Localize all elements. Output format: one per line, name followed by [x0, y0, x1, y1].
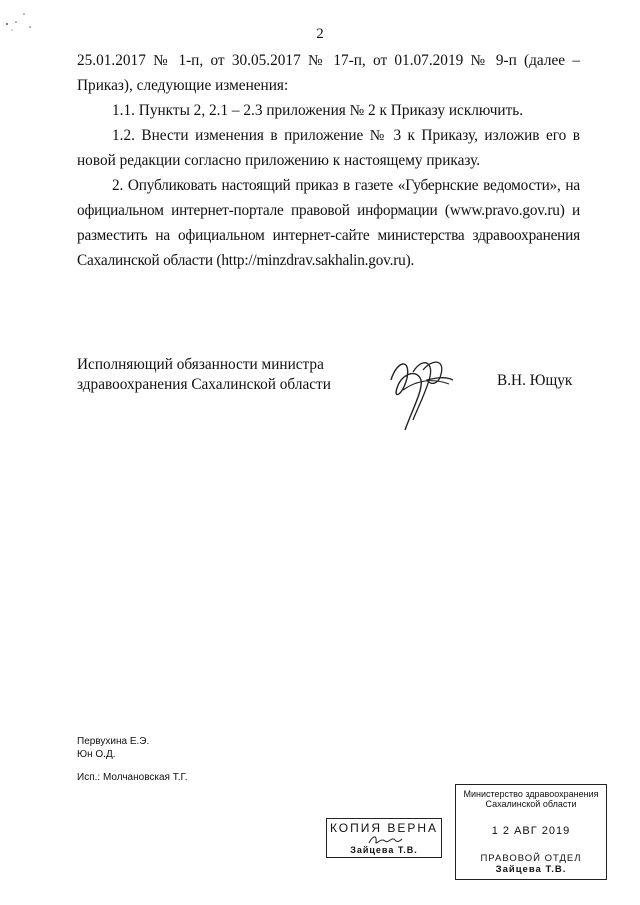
stamp-copy-certified: [326, 818, 442, 858]
signatory-name: В.Н. Ющук: [497, 372, 573, 389]
stamp-ministry: [455, 784, 607, 880]
stamp-ministry-dept-name: ПРАВОВОЙ ОТДЕЛ: [480, 853, 582, 864]
stamp-ministry-org-line1: Министерство здравоохранения: [463, 789, 599, 799]
stamp-ministry-person: Зайцева Т.В.: [495, 864, 567, 875]
signatory-title: [77, 355, 331, 395]
footer-executor: Исп.: Молчановская Т.Г.: [77, 772, 188, 783]
handwritten-signature: [383, 350, 463, 435]
stamp-ministry-org: [456, 789, 606, 809]
stamp-ministry-org-line2: Сахалинской области: [485, 799, 577, 809]
stamp-copy-title: КОПИЯ ВЕРНА: [329, 821, 439, 835]
page-number: 2: [316, 26, 324, 42]
footer-author-2: Юн О.Д.: [77, 749, 116, 760]
paragraph-item-1-2: 1.2. Внести изменения в приложение № 3 к Приказу, изложив его в новой редакции согласно приложению к настоящему приказу.: [77, 127, 580, 169]
footer-authors: [77, 735, 149, 761]
signatory-title-line2: здравоохранения Сахалинской области: [77, 376, 331, 393]
paragraph-item-1-1: 1.1. Пункты 2, 2.1 – 2.3 приложения № 2 к Приказу исключить.: [112, 102, 524, 119]
footer-author-1: Первухина Е.Э.: [77, 736, 150, 747]
stamp-ministry-dept: [456, 853, 606, 875]
paragraph-continuation: 25.01.2017 № 1-п, от 30.05.2017 № 17-п, от 01.07.2019 № 9-п (далее – Приказ), следующие изменения:: [77, 52, 580, 94]
document-body: [77, 48, 580, 273]
stamp-copy-name: Зайцева Т.В.: [350, 845, 418, 855]
signatory-title-line1: Исполняющий обязанности министра: [77, 356, 324, 373]
stamp-ministry-date: 1 2 АВГ 2019: [491, 825, 571, 837]
paragraph-item-2: 2. Опубликовать настоящий приказ в газете «Губернские ведомости», на официальном интернет-портале правовой информации (www.pravo.gov.ru) и разместить на официальном интернет-сайте министерства здравоохранения Сахалинской области (http://minzdrav.sakhalin.gov.ru).: [77, 177, 580, 269]
